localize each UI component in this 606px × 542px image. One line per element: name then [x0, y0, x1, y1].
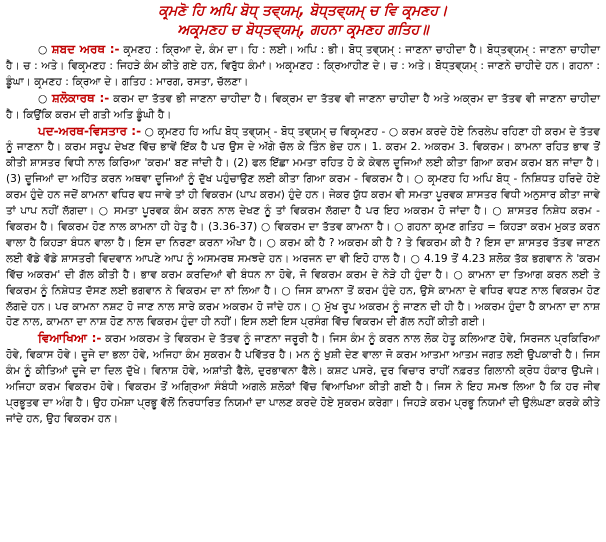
shabad-arth-heading: ਸ਼ਬਦ ਅਰਥ :- [51, 42, 120, 56]
shlokarth-heading: ਸ਼ਲੋਕਾਰਥ :- [51, 90, 110, 105]
shlokarth-text: ਕਰਮ ਦਾ ਤੱਤਵ ਭੀ ਜਾਣਨਾ ਚਾਹੀਦਾ ਹੈ। ਵਿਕ੍ਰਮ ਦਾ ਤੱਤਵ ਵੀ ਜਾਣਨਾ ਚਾਹੀਦਾ ਹੈ ਅਤੇ ਅਕ੍ਰਮ ਦਾ ਤੱਤਵ ਵੀ ਜਾਣਨਾ ਚਾਹੀਦਾ ਹੈ। ਕਿਉਂਕਿ ਕਰਮ ਦੀ ਗਤੀ ਅਤਿ ਡੂੰਘੀ ਹੈ। [6, 92, 601, 121]
shabad-arth-text: ਕਰ੍ਮਣਹ : ਕ੍ਰਿਆ ਦੇ, ਕੰਮ ਦਾ। ਹਿ : ਲਈ। ਅਪਿ : ਭੀ। ਬੋਧ੍ ਤਵ੍ਯਮ੍ : ਜਾਣਨਾ ਚਾਹੀਦਾ ਹੈ। ਬੋਧ੍ਤਵ੍ਯਮ੍ : ਜਾਣਨਾ ਚਾਹੀਦਾ ਹੈ। ਚ : ਅਤੇ। ਵਿਕਰ੍ਮਣਹ : ਜਿਹੜੇ ਕੰਮ ਕੀਤੇ ਗਏ ਹਨ, ਵਿਰੁੱਧ ਕੰਮਾਂ। ਅਕਰ੍ਮਣਹ : ਕ੍ਰਿਆਹੀਣ ਦੇ। ਚ : ਅਤੇ। ਬੋਧ੍ਤਵ੍ਯਮ੍ : ਜਾਣਨੇ ਚਾਹੀਦੇ ਹਨ। ਗਹਨਾ : ਡੂੰਘਾ। ਕਰ੍ਮਣਹ : ਕ੍ਰਿਆ ਦੇ। ਗਤਿਹ : ਮਾਰਗ, ਰਸਤਾ, ਚੱਲਣਾ। [6, 44, 600, 88]
shlokarth-section [6, 91, 600, 124]
viakhia-text: ਕਰਮ ਅਕਰਮ ਤੇ ਵਿਕਰਮ ਦੇ ਤੱਤਵ ਨੂੰ ਜਾਣਨਾ ਜਰੂਰੀ ਹੈ। ਜਿਸ ਕੰਮ ਨੂੰ ਕਰਨ ਨਾਲ ਲੋਕ ਹੇਤੂ ਕਲਿਆਣ ਹੋਵੇ, ਸਿਰਜਨ ਪ੍ਰਕਿਰਿਆ ਹੋਵੇ, ਵਿਕਾਸ ਹੋਵੇ। ਦੂਜੇ ਦਾ ਭਲਾ ਹੋਵੇ, ਅਜਿਹਾ ਕੰਮ ਸੁਕਰਮ ਹੈ ਪਵਿੱਤਰ ਹੈ। ਮਨ ਨੂੰ ਖੁਸ਼ੀ ਦੇਣ ਵਾਲਾ ਜੋ ਕਰਮ ਆਤਮਾ ਆਤਮ ਜਗਤ ਲਈ ਉਪਕਾਰੀ ਹੈ। ਜਿਸ ਕੰਮ ਨੂੰ ਕੀਤਿਆਂ ਦੂਜੇ ਦਾ ਦਿਲ ਦੁੱਖੇ। ਵਿਨਾਸ਼ ਹੋਵੇ, ਅਸ਼ਾਂਤੀ ਫੈਲੇ, ਦੁਰਭਾਵਨਾ ਫੈਲੇ। ਕਸ਼ਟ ਪਸਰੇ, ਦੁਰ ਵਿਚਾਰ ਰਾਹੀਂ ਨਫ਼ਰਤ ਗਿਲਾਨੀ ਕ੍ਰੋਧ ਹੰਕਾਰ ਉਪਜੇ। ਅਜਿਹਾ ਕਰਮ ਵਿਕਰਮ ਹੋਵੇ। ਵਿਕਰਮ ਤੋਂ ਅਗ੍ਰਿਆ ਸੰਬੰਧੀ ਅਗਲੇ ਸ਼ਲੋਕਾਂ ਵਿੱਚ ਵਿਆਖਿਆ ਕੀਤੀ ਗਈ ਹੈ। ਜਿਸ ਨੇ ਇਹ ਸਮਝ ਲਿਆ ਹੈ ਕਿ ਹਰ ਜੀਵ ਪ੍ਰਭੂਤਵ ਦਾ ਅੰਗ ਹੈ। ਉਹ ਹਮੇਸ਼ਾ ਪ੍ਰਭੂ ਵੱਲੋਂ ਨਿਰਧਾਰਿਤ ਨਿਯਮਾਂ ਦਾ ਪਾਲਣ ਕਰਦੇ ਹੋਏ ਸੁਕਰਮ ਕਰੇਗਾ। ਜਿਹੜੇ ਕਰਮ ਪ੍ਰਭੂ ਨਿਯਮਾਂ ਦੀ ਉਲੰਘਣਾ ਕਰਕੇ ਕੀਤੇ ਜਾਂਦੇ ਹਨ, ਉਹ ਵਿਕਰਮ ਹਨ। [6, 333, 600, 425]
shabad-arth-section [6, 42, 600, 91]
pad-arth-heading: ਪਦ-ਅਰਥ-ਵਿਸਤਾਰ :- [38, 123, 142, 138]
viakhia-section [6, 331, 600, 427]
bullet-icon: ○ [38, 44, 48, 56]
pad-arth-text: ○ ਕਰ੍ਮਣਹ ਹਿ ਅਪਿ ਬੋਧ੍ ਤਵ੍ਯਮ੍ - ਬੋਧ੍ ਤਵ੍ਯਮ੍ ਚ ਵਿਕਰ੍ਮਣਹ - ○ ਕਰਮ ਕਰਦੇ ਹੋਏ ਨਿਰਲੇਪ ਰਹਿਣਾ ਹੀ ਕਰਮ ਦੇ ਤੱਤਵ ਨੂੰ ਜਾਣਨਾ ਹੈ। ਕਰਮ ਸਰੂਪ ਦੇਖਣ ਵਿੱਚ ਭਾਵੇਂ ਇੱਕ ਹੈ ਪਰ ਉਸ ਦੇ ਅੱਗੇ ਚੱਲ ਕੇ ਤਿੰਨ ਭੇਦ ਹਨ। 1. ਕਰਮ 2. ਅਕਰਮ 3. ਵਿਕਰਮ। ਕਾਮਨਾ ਰਹਿਤ ਭਾਵ ਤੋਂ ਕੀਤੀ ਸ਼ਾਸਤਰ ਵਿਧੀ ਨਾਲ ਕਿਰਿਆ 'ਕਰਮ' ਬਣ ਜਾਂਦੀ ਹੈ। (2) ਫਲ ਇੱਛਾ ਮਮਤਾ ਰਹਿਤ ਹੋ ਕੇ ਕੇਵਲ ਦੂਜਿਆਂ ਲਈ ਕੀਤਾ ਗਿਆ ਕਰਮ ਕਰਮ ਬਨ ਜਾਂਦਾ ਹੈ। (3) ਦੂਜਿਆਂ ਦਾ ਅਹਿੱਤ ਕਰਨ ਅਥਵਾ ਦੂਜਿਆਂ ਨੂੰ ਦੁੱਖ ਪਹੁੰਚਾਉਣ ਲਈ ਕੀਤਾ ਗਿਆ ਕਰਮ - ਵਿਕਰਮ ਹੈ। ○ ਕਰ੍ਮਣਹ ਹਿ ਅਪਿ ਬੋਧ੍ - ਨਿਸ਼ਿਧਤ ਹਰਿਦੇ ਹੋਏ ਕਰਮ ਹੁੰਦੇ ਹਨ ਜਦੋਂ ਕਾਮਨਾ ਵਧਿਰ ਵਧ ਜਾਵੇ ਤਾਂ ਹੀ ਵਿਕਰਮ (ਪਾਪ ਕਰਮ) ਹੁੰਦੇ ਹਨ। ਜੇਕਰ ਯੁੱਧ ਕਰਮ ਵੀ ਸਮਤਾ ਪੂਰਵਕ ਸ਼ਾਸਤਰ ਵਿਧੀ ਅਨੁਸਾਰ ਕੀਤਾ ਜਾਵੇ ਤਾਂ ਪਾਪ ਨਹੀਂ ਲੱਗਦਾ। ○ ਸਮਤਾ ਪੂਰਵਕ ਕੰਮ ਕਰਨ ਨਾਲ ਦੇਖਣ ਨੂੰ ਤਾਂ ਵਿਕਰਮ ਲੱਗਦਾ ਹੈ ਪਰ ਇਹ ਅਕਰਮ ਹੋ ਜਾਂਦਾ ਹੈ। ○ ਸ਼ਾਸਤਰ ਨਿਸ਼ੇਧ ਕਰਮ - ਵਿਕਰਮ ਹੈ। ਵਿਕਰਮ ਹੋਣ ਨਾਲ ਕਾਮਨਾ ਹੀ ਹੇਤੁ ਹੈ। (3.36-37) ○ ਵਿਕਰਮ ਦਾ ਤੱਤਵ ਕਾਮਨਾ ਹੈ। ○ ਗਹਨਾ ਕਰ੍ਮਣ ਗਤਿਹ = ਕਿਹੜਾ ਕਰਮ ਮੁਕਤ ਕਰਨ ਵਾਲਾ ਹੈ ਕਿਹੜਾ ਬੰਧਨ ਵਾਲਾ ਹੈ। ਇਸ ਦਾ ਨਿਰਣਾ ਕਰਨਾ ਔਖਾ ਹੈ। ○ ਕਰਮ ਕੀ ਹੈ ? ਅਕਰਮ ਕੀ ਹੈ ? ਤੇ ਵਿਕਰਮ ਕੀ ਹੈ ? ਇਸ ਦਾ ਸ਼ਾਸਤਰ ਤੱਤਵ ਜਾਣਨ ਲਈ ਵੱਡੇ ਵੱਡੇ ਸ਼ਾਸਤਰੀ ਵਿਦਵਾਨ ਆਪਣੇ ਆਪ ਨੂੰ ਅਸਮਰਥ ਸਮਝਦੇ ਹਨ। ਅਰਜਨ ਦਾ ਵੀ ਇਹੋ ਹਾਲ ਹੈ। ○ 4.19 ਤੋਂ 4.23 ਸ਼ਲੋਕ ਤੱਕ ਭਗਵਾਨ ਨੇ 'ਕਰਮ ਵਿੱਚ ਅਕਰਮ' ਦੀ ਗੱਲ ਕੀਤੀ ਹੈ। ਭਾਵ ਕਰਮ ਕਰਦਿਆਂ ਵੀ ਬੰਧਨ ਨਾ ਹੋਵੇ, ਜੋ ਵਿਕਰਮ ਕਰਮ ਦੇ ਨੇੜੇ ਹੀ ਹੁੰਦਾ ਹੈ। ○ ਕਾਮਨਾ ਦਾ ਤਿਆਗ ਕਰਨ ਲਈ ਤੇ ਵਿਕਰਮ ਨੂੰ ਨਿਸ਼ੇਧਤ ਦੱਸਣ ਲਈ ਭਗਵਾਨ ਨੇ ਵਿਕਰਮ ਦਾ ਨਾਂ ਲਿਆ ਹੈ। ○ ਜਿਸ ਕਾਮਨਾ ਤੋਂ ਕਰਮ ਹੁੰਦੇ ਹਨ, ਉਸੇ ਕਾਮਨਾ ਦੇ ਵਧਿਰ ਵਧਣ ਨਾਲ ਵਿਕਰਮ ਹੋਣ ਲੱਗਦੇ ਹਨ। ਪਰ ਕਾਮਨਾ ਨਸ਼ਟ ਹੋ ਜਾਣ ਨਾਲ ਸਾਰੇ ਕਰਮ ਅਕਰਮ ਹੋ ਜਾਂਦੇ ਹਨ। ○ ਮੁੱਖ ਰੂਪ ਅਕਰਮ ਨੂੰ ਜਾਣਨ ਦੀ ਹੀ ਹੈ। ਅਕਰਮ ਹੁੰਦਾ ਹੈ ਕਾਮਨਾ ਦਾ ਨਾਸ਼ ਹੋਣ ਨਾਲ, ਕਾਮਨਾ ਦਾ ਨਾਸ਼ ਹੋਣ ਨਾਲ ਵਿਕਰਮ ਹੁੰਦਾ ਹੀ ਨਹੀਂ। ਇਸ ਲਈ ਇਸ ਪ੍ਰਸੰਗ ਵਿੱਚ ਵਿਕਰਮ ਦੀ ਗੱਲ ਨਹੀਂ ਕੀਤੀ ਗਈ। [6, 125, 601, 329]
viakhia-heading: ਵਿਆਖਿਆ :- [38, 331, 102, 346]
verse-line-2: ਅਕਰ੍ਮਣਹ ਚ ਬੋਧ੍ਤਵ੍ਯਮ੍, ਗਹਨਾ ਕਰ੍ਮਣਹ ਗਤਿਹ॥ [177, 22, 429, 38]
verse-line-1: ਕਰ੍ਮਣੋ ਹਿ ਅਪਿ ਬੋਧ੍ ਤਵ੍ਯਮ੍, ਬੋਧ੍ਤਵ੍ਯਮ੍ ਚ ਵਿ ਕਰ੍ਮਣਹ। [158, 3, 448, 19]
bullet-icon: ○ [38, 92, 48, 105]
pad-arth-section [6, 124, 600, 332]
